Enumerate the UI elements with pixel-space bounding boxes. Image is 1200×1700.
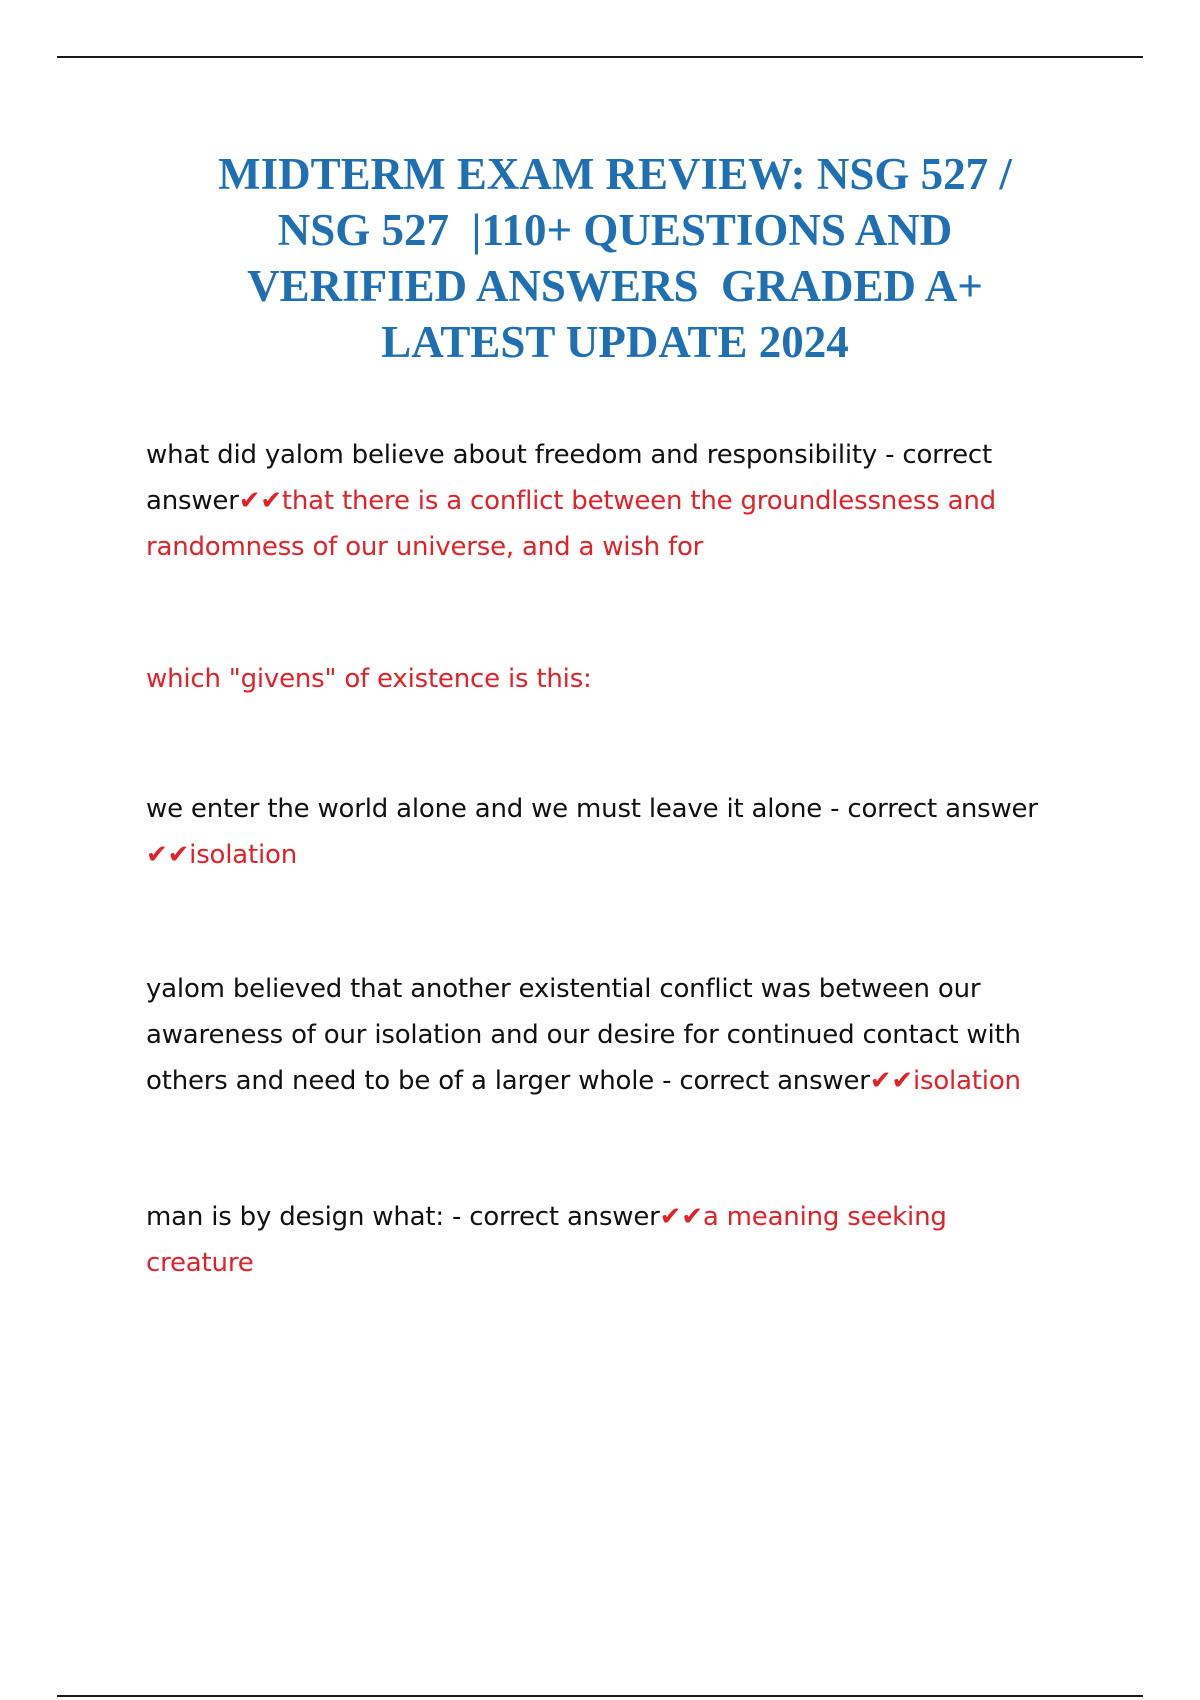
qa-item-enter-world-alone	[146, 786, 1086, 878]
question-text: yalom believed that another existential conflict was between our	[146, 974, 981, 1004]
qa-item-man-by-design	[146, 1194, 1086, 1286]
question-text: we enter the world alone and we must leave it alone - correct answer	[146, 794, 1038, 824]
question-text: what did yalom believe about freedom and responsibility - correct	[146, 440, 993, 470]
checkmark-icon: ✔✔	[659, 1202, 703, 1232]
checkmark-icon: ✔✔	[869, 1066, 913, 1096]
question-text: man is by design what: - correct answer	[146, 1202, 660, 1232]
answer-text-continued: randomness of our universe, and a wish for	[146, 532, 704, 562]
answer-prefix: answer	[146, 486, 239, 516]
title-line: LATEST UPDATE 2024	[381, 317, 849, 367]
question-text: awareness of our isolation and our desire for continued contact with	[146, 1020, 1021, 1050]
answer-line	[146, 478, 1086, 524]
bottom-divider	[57, 1695, 1143, 1697]
answer-text: a meaning seeking	[702, 1202, 947, 1232]
answer-text: isolation	[189, 840, 298, 870]
answer-text: isolation	[912, 1066, 1021, 1096]
checkmark-icon: ✔✔	[146, 840, 190, 870]
top-divider	[57, 56, 1143, 58]
qa-item-existential-conflict	[146, 966, 1086, 1104]
question-text: which "givens" of existence is this:	[146, 664, 592, 694]
title-line: NSG 527 |110+ QUESTIONS AND	[277, 205, 953, 255]
checkmark-icon: ✔✔	[238, 486, 282, 516]
title-line: VERIFIED ANSWERS GRADED A+	[247, 261, 983, 311]
answer-line	[146, 1058, 1086, 1104]
question-text: others and need to be of a larger whole - correct answer	[146, 1066, 870, 1096]
qa-item-freedom-responsibility	[146, 432, 1086, 570]
answer-line	[146, 1194, 1086, 1240]
document-title	[150, 146, 1080, 370]
answer-text-continued: creature	[146, 1248, 254, 1278]
title-line: MIDTERM EXAM REVIEW: NSG 527 /	[218, 149, 1012, 199]
answer-line	[146, 832, 1086, 878]
answer-text: that there is a conflict between the groundlessness and	[281, 486, 996, 516]
qa-item-givens	[146, 656, 1086, 702]
